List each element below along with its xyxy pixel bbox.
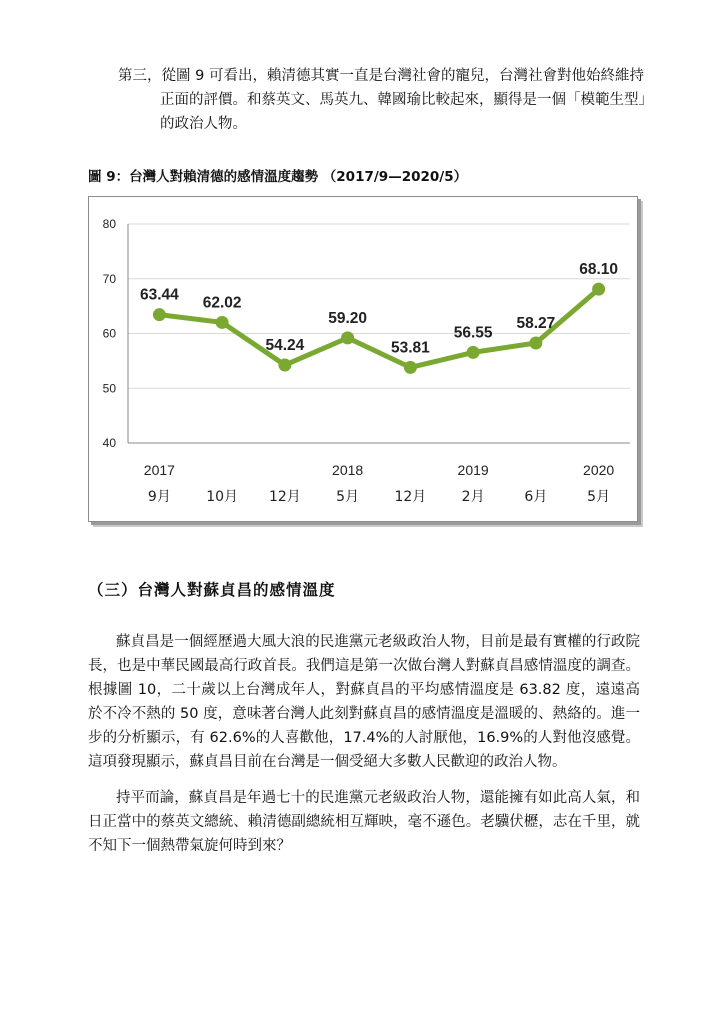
y-tick-label: 40 <box>102 436 116 450</box>
x-month-label: 2月 <box>461 489 485 505</box>
data-point <box>529 336 542 349</box>
data-point <box>404 361 417 374</box>
data-point <box>592 283 605 296</box>
data-point <box>153 308 166 321</box>
data-point <box>467 346 480 359</box>
data-label: 54.24 <box>265 337 305 355</box>
data-label: 63.44 <box>139 286 179 304</box>
x-month-label: 9月 <box>147 489 171 505</box>
y-tick-label: 50 <box>102 381 116 396</box>
line-chart-frame <box>88 196 638 522</box>
data-label: 58.27 <box>516 314 556 332</box>
y-tick-label: 60 <box>102 326 116 341</box>
y-tick-label: 70 <box>102 271 116 286</box>
x-year-label: 2017 <box>143 462 175 478</box>
x-month-label: 5月 <box>587 489 611 505</box>
x-month-label: 6月 <box>524 489 548 505</box>
x-year-label: 2020 <box>583 462 615 478</box>
data-point <box>216 316 229 329</box>
figure-caption: 圖 9：台灣人對賴清德的感情溫度趨勢 （2017/9—2020/5） <box>88 169 468 185</box>
data-label: 68.10 <box>579 261 619 279</box>
x-month-label: 10月 <box>206 489 239 505</box>
data-label: 53.81 <box>390 339 430 357</box>
x-month-label: 12月 <box>394 489 427 505</box>
x-month-label: 5月 <box>336 489 360 505</box>
data-label: 62.02 <box>202 294 242 312</box>
x-month-label: 12月 <box>268 489 301 505</box>
section-title: （三）台灣人對蘇貞昌的感情溫度 <box>88 581 336 599</box>
data-label: 59.20 <box>328 309 368 327</box>
body-paragraph-1: 蘇貞昌是一個經歷過大風大浪的民進黨元老級政治人物，目前是最有實權的行政院長，也是中華民國最高行政首長。我們這是第一次做台灣人對蘇貞昌感情溫度的調查。根據圖 10，二十歲以上台灣成年人，對蘇貞昌的平均感情溫度是 63.82 度，遠遠高於不冷不熱的 50 度，意味著台灣人此刻對蘇貞昌的感情溫度是溫暖的、熱絡的。進一步的分析顯示，有 62.6%的人喜歡他，17.4%的人討厭他，16.9%的人對他沒感覺。這項發現顯示，蘇貞昌目前在台灣是一個受絕大多數人民歡迎的政治人物。 <box>88 634 640 770</box>
data-point <box>278 359 291 372</box>
intro-line-3: 的政治人物。 <box>160 116 247 132</box>
intro-line-1: 第三，從圖 9 可看出，賴清德其實一直是台灣社會的寵兒，台灣社會對他始終維持 <box>118 68 644 84</box>
x-year-label: 2018 <box>332 462 364 478</box>
intro-paragraph <box>118 64 658 136</box>
y-tick-label: 80 <box>102 217 116 231</box>
intro-line-2: 正面的評價。和蔡英文、馬英九、韓國瑜比較起來，顯得是一個「模範生型」 <box>160 92 653 108</box>
x-year-label: 2019 <box>457 462 489 478</box>
data-label: 56.55 <box>453 324 493 342</box>
data-point <box>341 331 354 344</box>
line-chart <box>89 197 637 521</box>
body-paragraph-2: 持平而論，蘇貞昌是年過七十的民進黨元老級政治人物，還能擁有如此高人氣，和日正當中的蔡英文總統、賴清德副總統相互輝映，毫不遜色。老驥伏櫪，志在千里，就不知下一個熱帶氣旋何時到來？ <box>88 790 640 854</box>
